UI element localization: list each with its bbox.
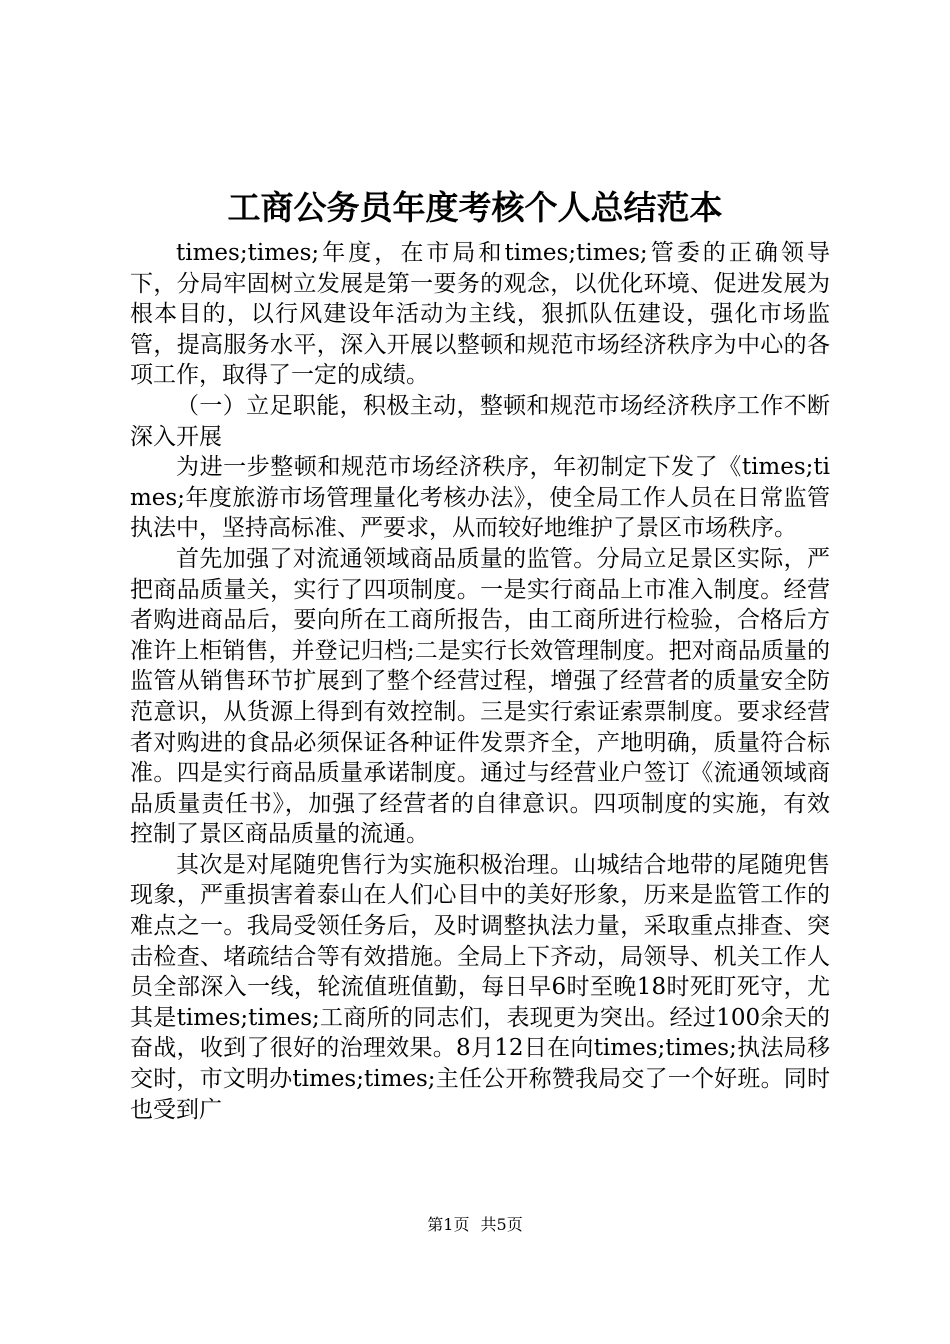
page-footer — [0, 1215, 950, 1235]
paragraph-peddling-control: 其次是对尾随兜售行为实施积极治理。山城结合地带的尾随兜售现象，严重损害着泰山在人们心目中的美好形象，历来是监管工作的难点之一。我局受领任务后，及时调整执法力量，采取重点排查、突击检查、堵疏结合等有效措施。全局上下齐动，局领导、机关工作人员全部深入一线，轮流值班值勤，每日早6时至晚18时死盯死守，尤其是times;times;工商所的同志们，表现更为突出。经过100余天的奋战，收到了很好的治理效果。8月12日在向times;times;执法局移交时，市文明办times;times;主任公开称赞我局交了一个好班。同时也受到广 — [130, 851, 830, 1123]
page-number: 第1页 — [427, 1215, 470, 1234]
paragraph-intro: times;times;年度，在市局和times;times;管委的正确领导下，分局牢固树立发展是第一要务的观念，以优化环境、促进发展为根本目的，以行风建设年活动为主线，狠抓队伍建设，强化市场监管，提高服务水平，深入开展以整顿和规范市场经济秩序为中心的各项工作，取得了一定的成绩。 — [130, 240, 830, 389]
document-body — [130, 238, 830, 1125]
section-heading: （一）立足职能，积极主动，整顿和规范市场经济秩序工作不断深入开展 — [130, 392, 830, 450]
paragraph-quality-supervision: 首先加强了对流通领域商品质量的监管。分局立足景区实际，严把商品质量关，实行了四项制度。一是实行商品上市准入制度。经营者购进商品后，要向所在工商所报告，由工商所进行检验，合格后方准许上柜销售，并登记归档;二是实行长效管理制度。把对商品质量的监管从销售环节扩展到了整个经营过程，增强了经营者的质量安全防范意识，从货源上得到有效控制。三是实行索证索票制度。要求经营者对购进的食品必须保证各种证件发票齐全，产地明确，质量符合标准。四是实行商品质量承诺制度。通过与经营业户签订《流通领域商品质量责任书》，加强了经营者的自律意识。四项制度的实施，有效控制了景区商品质量的流通。 — [130, 545, 830, 848]
document-title: 工商公务员年度考核个人总结范本 — [227, 188, 723, 227]
page-total: 共5页 — [480, 1215, 523, 1234]
paragraph-regulation: 为进一步整顿和规范市场经济秩序，年初制定下发了《times;times;年度旅游市场管理量化考核办法》，使全局工作人员在日常监管执法中，坚持高标准、严要求，从而较好地维护了景区市场秩序。 — [130, 454, 830, 542]
